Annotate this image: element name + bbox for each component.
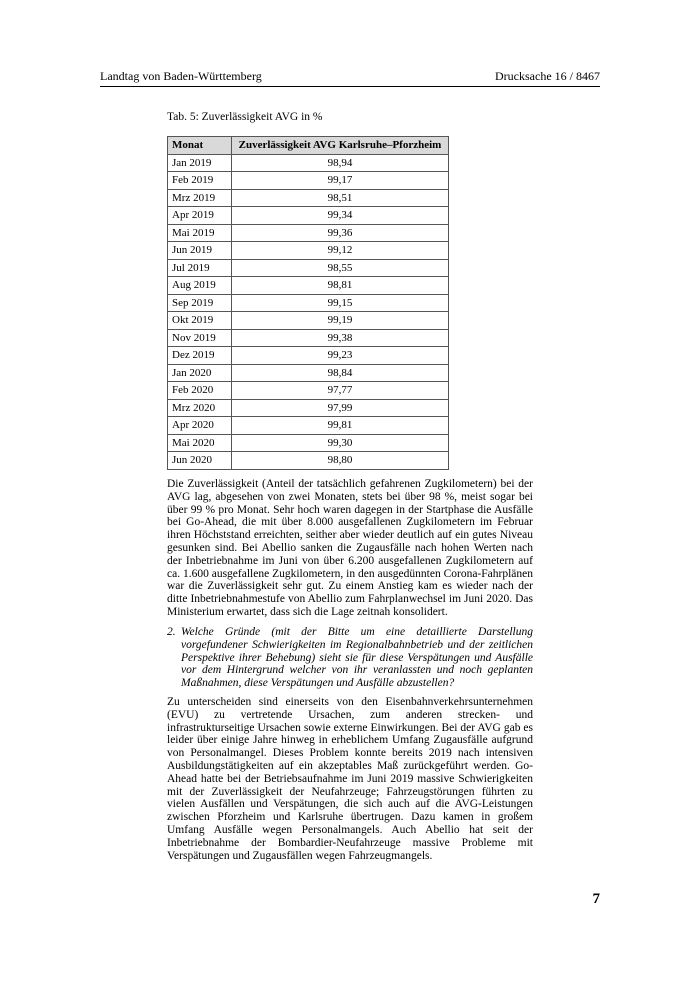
cell-month: Jul 2019 (168, 259, 232, 277)
reliability-table (167, 136, 449, 470)
cell-month: Mrz 2019 (168, 189, 232, 207)
cell-reliability: 99,23 (232, 347, 449, 365)
question-number: 2. (167, 626, 176, 638)
cell-month: Jun 2020 (168, 452, 232, 470)
cell-reliability: 99,19 (232, 312, 449, 330)
table-row (168, 417, 449, 435)
cell-reliability: 98,84 (232, 364, 449, 382)
table-row (168, 382, 449, 400)
cell-month: Apr 2020 (168, 417, 232, 435)
cell-month: Sep 2019 (168, 294, 232, 312)
table-row (168, 452, 449, 470)
cell-reliability: 98,80 (232, 452, 449, 470)
table-row (168, 399, 449, 417)
column-header-reliability: Zuverlässigkeit AVG Karlsruhe–Pforzheim (232, 137, 449, 155)
header-left: Landtag von Baden-Württemberg (100, 69, 262, 83)
page-number: 7 (592, 891, 600, 907)
cell-reliability: 99,38 (232, 329, 449, 347)
cell-month: Mai 2020 (168, 434, 232, 452)
table-row (168, 347, 449, 365)
cell-month: Jun 2019 (168, 242, 232, 260)
table-header-row (168, 137, 449, 155)
cell-reliability: 99,12 (232, 242, 449, 260)
column-header-month: Monat (168, 137, 232, 155)
cell-month: Dez 2019 (168, 347, 232, 365)
table-body (168, 154, 449, 469)
table-row (168, 329, 449, 347)
cell-reliability: 98,81 (232, 277, 449, 295)
cell-reliability: 97,77 (232, 382, 449, 400)
cell-month: Mrz 2020 (168, 399, 232, 417)
question-2 (167, 626, 533, 690)
table-row (168, 224, 449, 242)
table-caption: Tab. 5: Zuverlässigkeit AVG in % (167, 111, 323, 123)
cell-reliability: 98,94 (232, 154, 449, 172)
table-row (168, 259, 449, 277)
cell-month: Aug 2019 (168, 277, 232, 295)
table-row (168, 434, 449, 452)
cell-month: Jan 2020 (168, 364, 232, 382)
cell-reliability: 99,81 (232, 417, 449, 435)
paragraph-causes: Zu unterscheiden sind einerseits von den Eisenbahnverkehrsunternehmen (EVU) zu vertretende Ursachen, zum anderen strecken- und infrastrukturseitige Ursachen sowie externe Einwirkungen. Bei der AVG gab es leider über einige Jahre hinweg in erheblichem Umfang Zugausfälle aufgrund von Personalmangel. Dieses Problem konnte bereits 2019 nach intensiven Ausbildungstätigkeiten auf ein akzeptables Maß zurückgeführt werden. Go-Ahead hatte bei der Betriebsaufnahme im Juni 2019 massive Schwierigkeiten mit der Zuverlässigkeit der Neufahrzeuge; Fahrzeugstörungen führten zu vielen Ausfällen und Verspätungen, die sich auch auf die AVG-Leistungen zwischen Pforzheim und Karlsruhe übertrugen. Dazu kamen in großem Umfang Ausfälle wegen Personalmangels. Auch Abellio hat seit der Inbetriebnahme der Bombardier-Neufahrzeuge massive Probleme mit Verspätungen und Zugausfällen wegen Fahrzeugmangels. (167, 696, 533, 862)
table-row (168, 294, 449, 312)
cell-reliability: 99,36 (232, 224, 449, 242)
cell-month: Apr 2019 (168, 207, 232, 225)
cell-month: Nov 2019 (168, 329, 232, 347)
question-text: Welche Gründe (mit der Bitte um eine detaillierte Darstellung vorgefundener Schwierigkeiten im Regionalbahnbetrieb und der zeitlichen Perspektive ihrer Behebung) sieht sie für diese Verspätungen und Ausfälle vor dem Hintergrund welcher von ihr veranlassten und noch geplanten Maßnahmen, diese Verspätungen und Ausfälle abzustellen? (181, 626, 533, 690)
table-row (168, 154, 449, 172)
table-row (168, 312, 449, 330)
cell-reliability: 99,15 (232, 294, 449, 312)
cell-month: Feb 2019 (168, 172, 232, 190)
cell-month: Okt 2019 (168, 312, 232, 330)
cell-month: Mai 2019 (168, 224, 232, 242)
cell-reliability: 98,55 (232, 259, 449, 277)
header-right: Drucksache 16 / 8467 (495, 69, 600, 83)
cell-reliability: 98,51 (232, 189, 449, 207)
cell-reliability: 99,34 (232, 207, 449, 225)
cell-reliability: 97,99 (232, 399, 449, 417)
cell-reliability: 99,30 (232, 434, 449, 452)
table-row (168, 207, 449, 225)
table-row (168, 364, 449, 382)
cell-month: Feb 2020 (168, 382, 232, 400)
cell-reliability: 99,17 (232, 172, 449, 190)
page-header (100, 69, 600, 87)
table-row (168, 242, 449, 260)
table-row (168, 172, 449, 190)
paragraph-reliability: Die Zuverlässigkeit (Anteil der tatsächlich gefahrenen Zugkilometern) bei der AVG lag, abgesehen von zwei Monaten, stets bei über 98 %, meist sogar bei über 99 % pro Monat. Sehr hoch waren dagegen in der Startphase die Ausfälle bei Go-Ahead, die mit über 8.000 ausgefallenen Zugkilometern im Februar ihren Höchststand erreichten, seither aber wieder deutlich auf ein gutes Niveau gesunken sind. Bei Abellio sanken die Zugausfälle nach hohen Werten nach der Inbetriebnahme im Juni von über 6.200 ausgefallenen Zugkilometern auf ca. 1.600 ausgefallene Zugkilometern, in den ausgedünnten Corona-Fahrplänen war die Zuverlässigkeit sehr gut. Zu einem Anstieg kam es wieder nach der ditte Inbetriebnahmestufe von Abellio zum Fahrplanwechsel im Juni 2020. Das Ministerium erwartet, dass sich die Lage zeitnah konsolidert. (167, 478, 533, 618)
table-row (168, 277, 449, 295)
cell-month: Jan 2019 (168, 154, 232, 172)
table-row (168, 189, 449, 207)
